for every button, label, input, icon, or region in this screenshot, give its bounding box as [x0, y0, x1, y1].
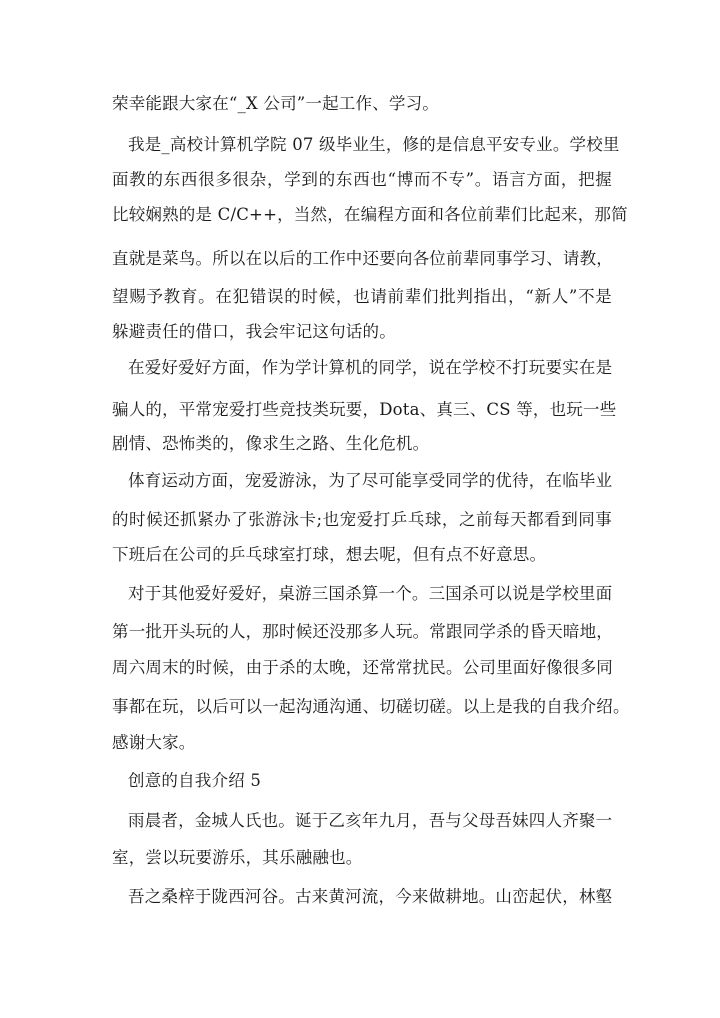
paragraph-line: 对于其他爱好爱好，桌游三国杀算一个。三国杀可以说是学校里面 [128, 584, 613, 603]
paragraph-line: 雨晨者，金城人氏也。诞于乙亥年九月，吾与父母吾妹四人齐聚一 [128, 811, 613, 830]
paragraph-line: 体育运动方面，宠爱游泳，为了尽可能享受同学的优待，在临毕业 [128, 471, 613, 490]
paragraph-line: 周六周末的时候，由于杀的太晚，还常常扰民。公司里面好像很多同 [112, 658, 613, 677]
paragraph-line: 比较娴熟的是 C/C++，当然，在编程方面和各位前辈们比起来，那简 [112, 205, 628, 224]
paragraph-line: 剧情、恐怖类的，像求生之路、生化危机。 [112, 434, 430, 453]
paragraph-line: 躲避责任的借口，我会牢记这句话的。 [112, 322, 396, 341]
paragraph-line: 的时候还抓紧办了张游泳卡;也宠爱打乒乓球，之前每天都看到同事 [112, 510, 612, 529]
paragraph-line: 在爱好爱好方面，作为学计算机的同学，说在学校不打玩要实在是 [128, 358, 613, 377]
section-heading: 创意的自我介绍 5 [128, 771, 262, 790]
paragraph-line: 面教的东西很多很杂，学到的东西也“博而不专”。语言方面，把握 [112, 170, 612, 189]
paragraph-line: 骗人的，平常宠爱打些竞技类玩要，Dota、真三、CS 等，也玩一些 [112, 400, 617, 419]
paragraph-line: 室，尝以玩要游乐，其乐融融也。 [112, 848, 363, 867]
paragraph-line: 吾之桑梓于陇西河谷。古来黄河流，今来做耕地。山峦起伏，林壑 [128, 887, 613, 906]
paragraph-line: 第一批开头玩的人，那时候还没那多人玩。常跟同学杀的昏天暗地， [112, 622, 613, 641]
paragraph-line: 事都在玩，以后可以一起沟通沟通、切磋切磋。以上是我的自我介绍。 [112, 697, 630, 716]
paragraph-line: 我是_高校计算机学院 07 级毕业生，修的是信息平安专业。学校里 [128, 135, 620, 154]
paragraph-line: 望赐予教育。在犯错误的时候，也请前辈们批判指出，“新人”不是 [112, 287, 612, 306]
paragraph-line: 下班后在公司的乒乓球室打球，想去呢，但有点不好意思。 [112, 545, 547, 564]
paragraph-line: 荣幸能跟大家在“_X 公司”一起工作、学习。 [112, 94, 440, 113]
paragraph-line: 感谢大家。 [112, 733, 196, 752]
paragraph-line: 直就是菜鸟。所以在以后的工作中还要向各位前辈同事学习、请教， [112, 249, 613, 268]
